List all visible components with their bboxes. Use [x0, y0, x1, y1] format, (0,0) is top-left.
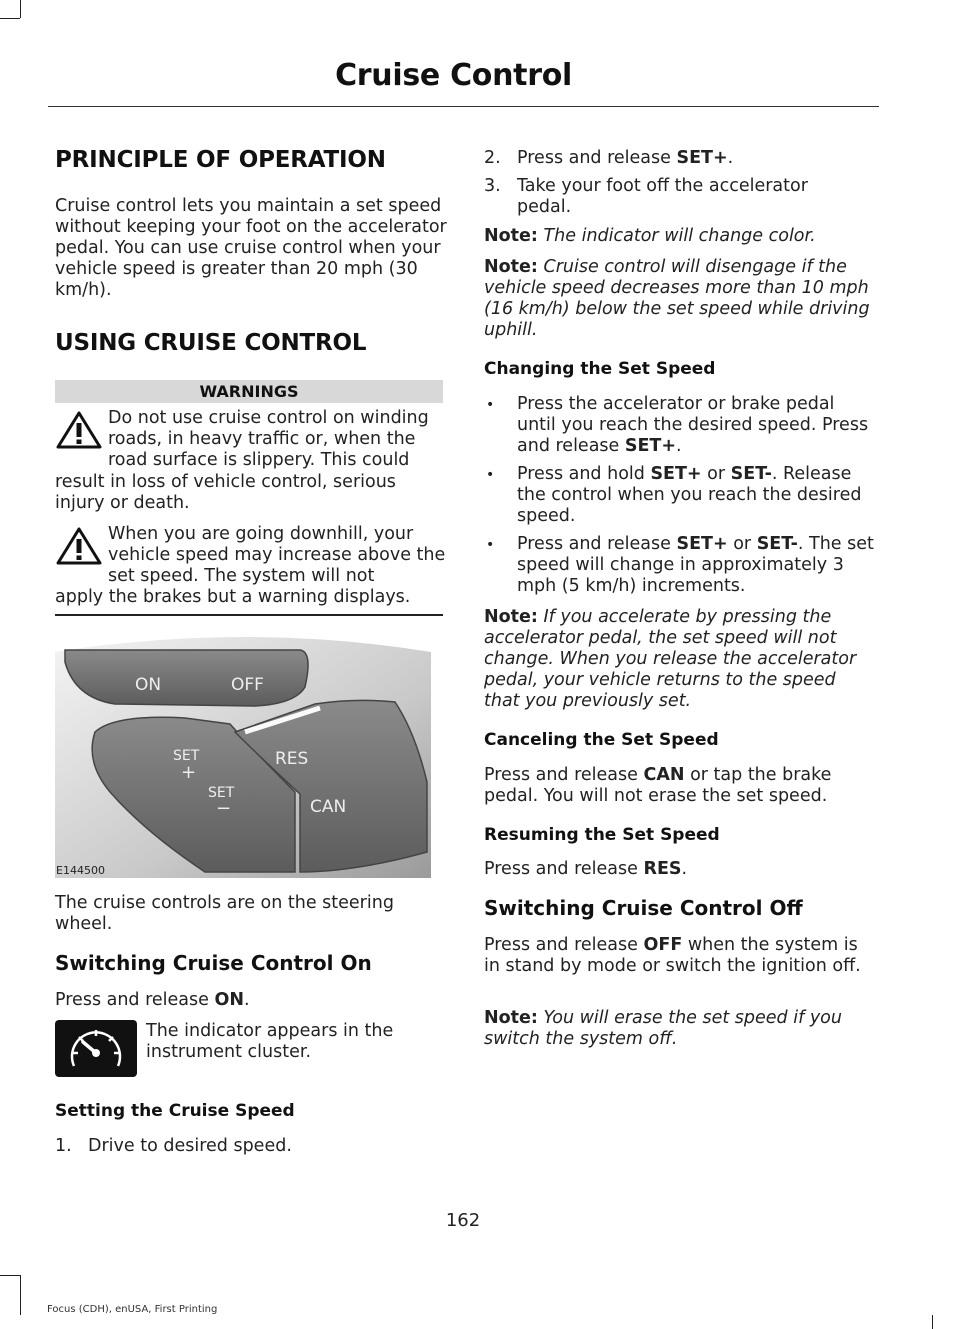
off-pre: Press and release [484, 935, 644, 955]
warnings-rule [55, 614, 443, 616]
note3-text: If you accelerate by pressing the accelerator pedal, the set speed will not change. When you release the accelerator pedal, your vehicle returns to the speed that you previously set. [484, 607, 857, 711]
warning2-text-b: apply the brakes but a warning displays. [55, 587, 411, 607]
off-post: when the system is in stand by mode or switch the ignition off. [484, 935, 861, 976]
title-rule [48, 106, 879, 107]
bullet-marker: • [486, 397, 495, 413]
set-plus-sign: + [181, 762, 197, 783]
bullet2-text [517, 464, 877, 527]
canceling-heading: Canceling the Set Speed [484, 730, 719, 750]
figure-id: E144500 [56, 864, 105, 877]
res-button-label: RES [275, 749, 309, 769]
note-label: Note: [484, 607, 538, 627]
resume-bold: RES [643, 859, 682, 879]
step1-number: 1. [55, 1136, 72, 1156]
bullet3-e: . The set speed will change in approximately 3 mph (5 km/h) increments. [517, 534, 874, 596]
resume-pre: Press and release [484, 859, 644, 879]
bullet1-post: . [676, 436, 682, 456]
warning1-text-b: result in loss of vehicle control, serious injury or death. [55, 472, 396, 513]
cruise-indicator-icon [55, 1020, 137, 1077]
step2-bold: SET+ [676, 148, 728, 168]
step1-text: Drive to desired speed. [88, 1136, 292, 1156]
bullet-marker: • [486, 537, 495, 553]
step2-post: . [727, 148, 734, 168]
bullet1-text [517, 394, 877, 457]
note-label: Note: [484, 1008, 538, 1028]
crop-mark [0, 18, 20, 19]
note4 [484, 1008, 869, 1050]
step2-text [517, 148, 733, 169]
using-heading: USING CRUISE CONTROL [55, 330, 367, 356]
warning1-text-a: Do not use cruise control on winding roads, in heavy traffic or, when the road surface is slippery. This could [108, 408, 429, 470]
note-label: Note: [484, 257, 538, 277]
crop-mark [20, 0, 21, 18]
on-button-label: ON [135, 675, 162, 695]
switch-on-text-post: . [244, 990, 250, 1010]
setting-heading: Setting the Cruise Speed [55, 1101, 295, 1121]
footer-text: Focus (CDH), enUSA, First Printing [47, 1304, 218, 1315]
cancel-text [484, 765, 864, 807]
principle-heading: PRINCIPLE OF OPERATION [55, 147, 386, 173]
figure-caption: The cruise controls are on the steering wheel. [55, 893, 394, 934]
cancel-post: or tap the brake pedal. You will not erase the set speed. [484, 765, 832, 806]
note2 [484, 257, 876, 341]
off-heading: Switching Cruise Control Off [484, 896, 803, 920]
switch-on-text-bold: ON [214, 990, 245, 1010]
page-number: 162 [445, 1210, 481, 1231]
step3-number: 3. [484, 176, 501, 196]
can-button-label: CAN [310, 797, 347, 817]
bullet3-d: SET- [756, 534, 798, 554]
bullet2-d: SET- [730, 464, 772, 484]
page-title: Cruise Control [335, 58, 572, 93]
set-plus-label: SET [173, 748, 200, 764]
bullet2-c: or [701, 464, 731, 484]
crop-mark [932, 1315, 933, 1329]
warning2-text-a: When you are going downhill, your vehicle speed may increase above the set speed. The system will not [108, 524, 446, 586]
bullet3-b: SET+ [676, 534, 728, 554]
crop-mark [20, 1275, 21, 1315]
warnings-label: WARNINGS [55, 380, 443, 403]
step3-text: Take your foot off the accelerator pedal. [517, 176, 808, 217]
set-minus-label: SET [208, 785, 235, 801]
set-minus-sign: − [216, 798, 232, 819]
cancel-pre: Press and release [484, 765, 644, 785]
step2-number: 2. [484, 148, 501, 168]
bullet3-a: Press and release [517, 534, 677, 554]
principle-text: Cruise control lets you maintain a set speed without keeping your foot on the accelerator pedal. You can use cruise control when your vehicle speed is greater than 20 mph (30 km/h). [55, 196, 447, 300]
cancel-bold: CAN [643, 765, 685, 785]
bullet3-text [517, 534, 877, 597]
bullet2-a: Press and hold [517, 464, 651, 484]
warning-triangle-icon [55, 526, 103, 566]
resume-post: . [681, 859, 688, 879]
off-button-label: OFF [231, 675, 264, 695]
crop-mark [0, 1275, 20, 1276]
switch-on-text-pre: Press and release [55, 990, 215, 1010]
bullet2-b: SET+ [650, 464, 702, 484]
step2-pre: Press and release [517, 148, 677, 168]
switch-on-heading: Switching Cruise Control On [55, 951, 372, 975]
resuming-heading: Resuming the Set Speed [484, 825, 720, 845]
changing-heading: Changing the Set Speed [484, 359, 716, 379]
note-label: Note: [484, 226, 538, 246]
note2-text: Cruise control will disengage if the vehicle speed decreases more than 10 mph (16 km/h) below the set speed while driving uphill. [484, 257, 870, 340]
resume-text [484, 859, 687, 880]
bullet-marker: • [486, 467, 495, 483]
note3 [484, 607, 876, 712]
note1-text: The indicator will change color. [543, 226, 816, 246]
switch-on-text [55, 990, 250, 1011]
bullet1-bold: SET+ [624, 436, 677, 456]
cruise-control-buttons-figure [55, 632, 431, 878]
off-text [484, 935, 869, 977]
bullet2-e: . Release the control when you reach the desired speed. [517, 464, 862, 526]
bullet1-pre: Press the accelerator or brake pedal until you reach the desired speed. Press and release [517, 394, 869, 456]
indicator-text: The indicator appears in the instrument cluster. [146, 1021, 394, 1062]
warning-triangle-icon [55, 410, 103, 450]
note1 [484, 226, 876, 247]
bullet3-c: or [727, 534, 757, 554]
off-bold: OFF [643, 935, 683, 955]
note4-text: You will erase the set speed if you switch the system off. [484, 1008, 842, 1049]
